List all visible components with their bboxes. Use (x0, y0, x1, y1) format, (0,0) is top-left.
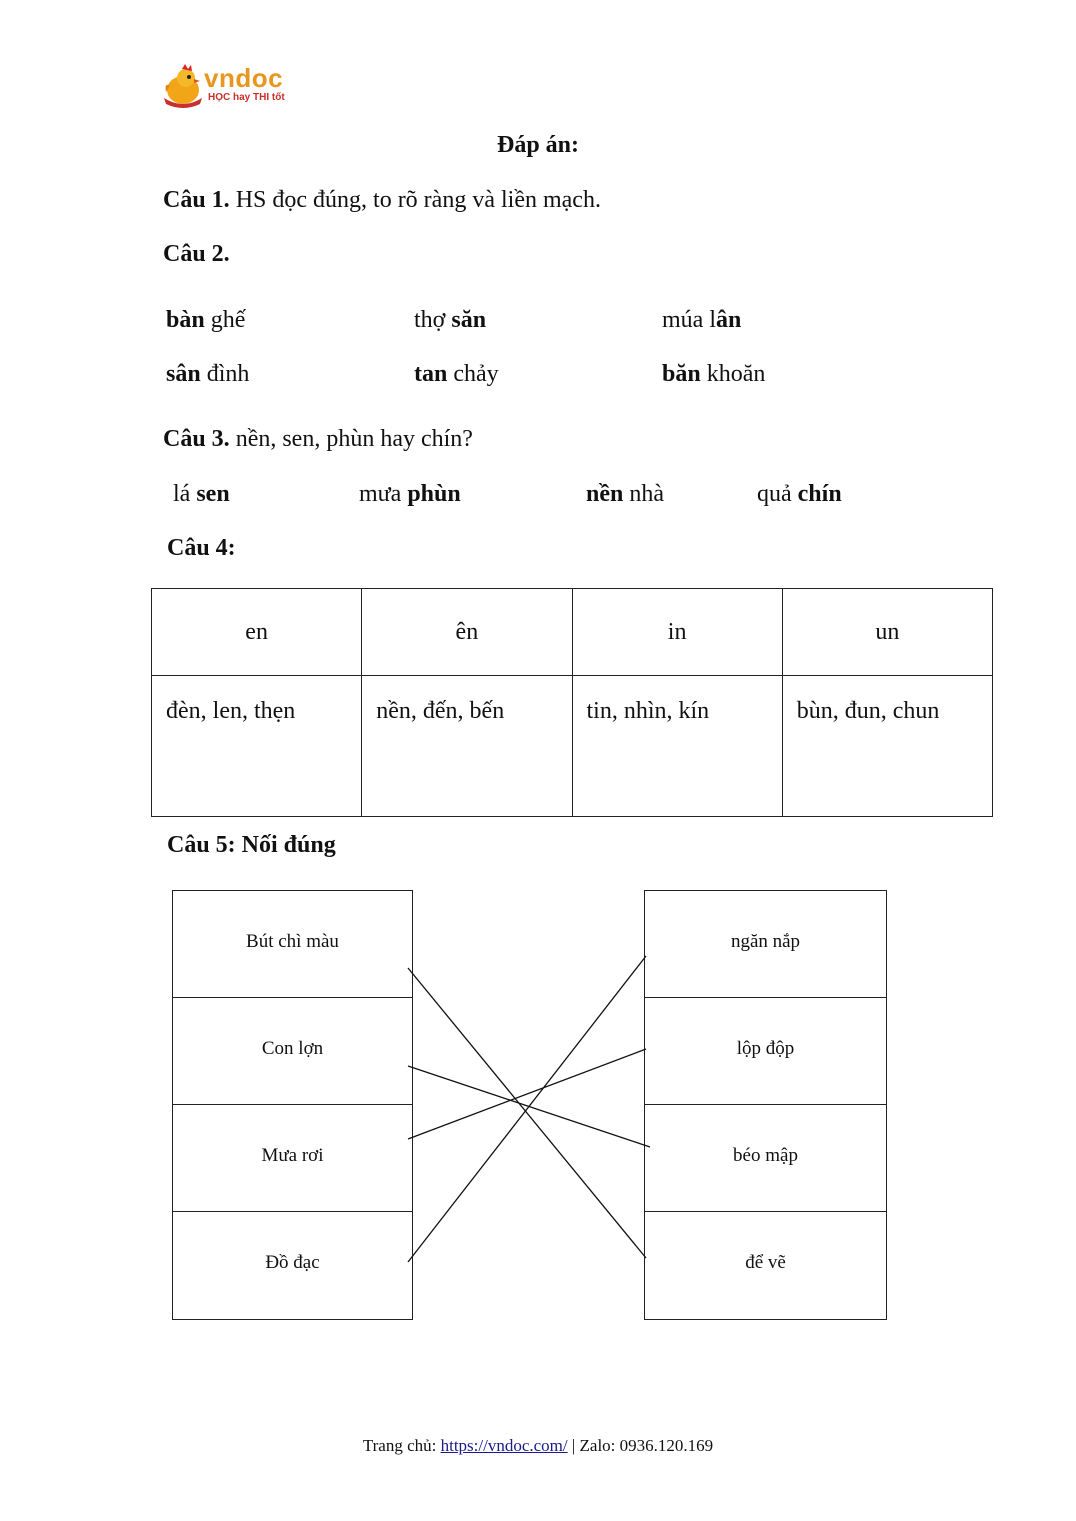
cau2-word-rest: chảy (447, 361, 499, 387)
cau3-answer-pre: lá (173, 481, 197, 507)
match-left-item: Đồ đạc (265, 1252, 320, 1273)
footer-suffix: | Zalo: 0936.120.169 (567, 1436, 714, 1455)
match-left-item: Mưa rơi (173, 1105, 412, 1212)
cau2-word-rest: ghế (204, 307, 246, 333)
cau3-text: nền, sen, phùn hay chín? (229, 426, 473, 452)
cau3-answer-bold: nền (586, 481, 624, 507)
footer-link[interactable]: https://vndoc.com/ (440, 1436, 568, 1455)
cau3-label: Câu 3. (163, 426, 230, 452)
match-left-item: Con lợn (173, 998, 412, 1105)
cau2-word-bold: ân (716, 307, 742, 333)
match-line (408, 956, 646, 1262)
cau2-word-bold: săn (451, 307, 487, 333)
cau5-label: Câu 5: Nối đúng (167, 832, 336, 858)
cau2-word-bold: tan (414, 361, 448, 387)
cau1-text: HS đọc đúng, to rõ ràng và liền mạch. (229, 187, 601, 213)
table-header-cell: un (782, 589, 992, 676)
cau3-answer-bold: sen (196, 481, 230, 507)
cau3-answer-rest: nhà (623, 481, 665, 507)
cau3-answer-pre: mưa (359, 481, 408, 507)
match-right-item: để vẽ (745, 1252, 786, 1273)
match-right-item: ngăn nắp (645, 891, 886, 998)
cau2-word-pre: thợ (414, 307, 452, 333)
cau2-word-rest: đình (200, 361, 250, 387)
table-header-cell: in (572, 589, 782, 676)
match-right-item: lộp độp (645, 998, 886, 1105)
page-title: Đáp án: (496, 132, 580, 158)
match-line (408, 1049, 646, 1139)
logo-wordmark: vndoc (204, 63, 284, 93)
cau1-label: Câu 1. (163, 187, 230, 213)
match-left-item: Bút chì màu (173, 891, 412, 998)
cau3-answer-bold: chín (797, 481, 842, 507)
table-cell: nền, đến, bến (362, 676, 572, 817)
cau2-word-bold: bàn (166, 307, 205, 333)
cau4-label: Câu 4: (167, 535, 236, 561)
cau2-word-bold: sân (166, 361, 201, 387)
match-right-item: béo mập (645, 1105, 886, 1212)
cau2-label: Câu 2. (163, 241, 230, 267)
cau3-answer-bold: phùn (407, 481, 461, 507)
footer-prefix: Trang chủ: (362, 1436, 441, 1455)
table-cell: bùn, đun, chun (782, 676, 992, 817)
logo-tagline: HỌC hay THI tốt (208, 92, 285, 103)
table-header-cell: en (152, 589, 362, 676)
table-cell: đèn, len, thẹn (152, 676, 362, 817)
match-line (408, 968, 646, 1258)
cau2-word-bold: băn (662, 361, 701, 387)
table-header-cell: ên (362, 589, 572, 676)
cau3-answer-pre: quả (757, 481, 798, 507)
cau2-word-rest: khoăn (700, 361, 766, 387)
table-cell: tin, nhìn, kín (572, 676, 782, 817)
cau2-word-pre: múa l (662, 307, 716, 333)
footer (0, 1435, 1076, 1457)
